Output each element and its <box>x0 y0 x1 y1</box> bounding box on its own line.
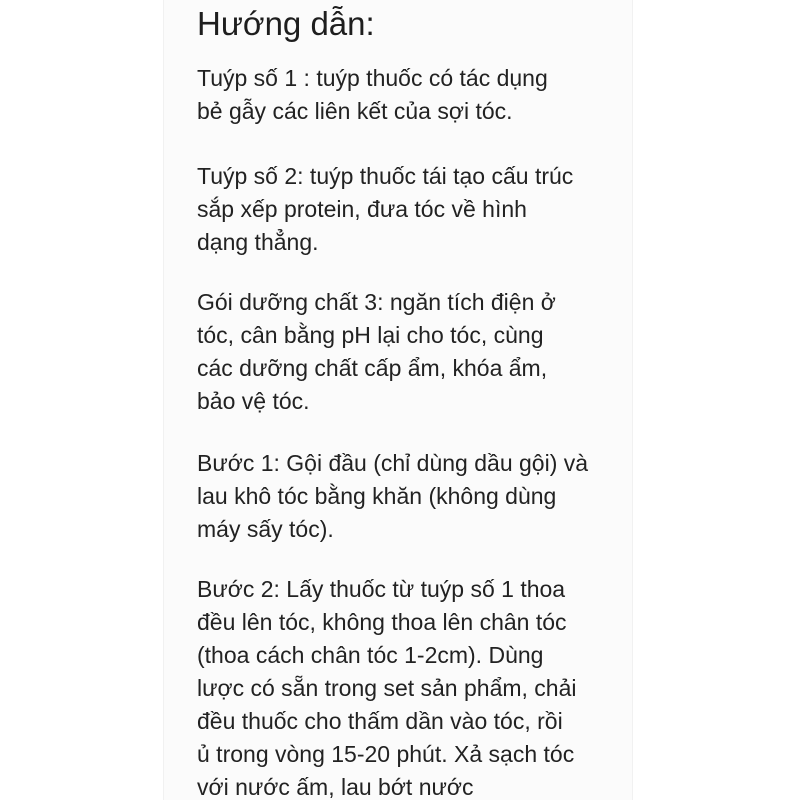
text-line: bảo vệ tóc. <box>197 388 310 414</box>
text-line: tóc, cân bằng pH lại cho tóc, cùng <box>197 322 544 348</box>
text-line: lược có sẵn trong set sản phẩm, chải <box>197 675 577 701</box>
paragraph-step-2 <box>197 573 577 800</box>
text-line: bẻ gẫy các liên kết của sợi tóc. <box>197 98 513 124</box>
text-line: (thoa cách chân tóc 1-2cm). Dùng <box>197 642 544 668</box>
text-line: đều lên tóc, không thoa lên chân tóc <box>197 609 567 635</box>
paragraph-tube-2 <box>197 160 573 259</box>
text-line: sắp xếp protein, đưa tóc về hình <box>197 196 527 222</box>
page-title: Hướng dẫn: <box>197 5 375 42</box>
text-line: Tuýp số 1 : tuýp thuốc có tác dụng <box>197 65 548 91</box>
text-line: với nước ấm, lau bớt nước <box>197 774 474 800</box>
text-line: các dưỡng chất cấp ẩm, khóa ẩm, <box>197 355 548 381</box>
text-line: lau khô tóc bằng khăn (không dùng <box>197 483 557 509</box>
text-line: Bước 2: Lấy thuốc từ tuýp số 1 thoa <box>197 576 566 602</box>
text-line: Gói dưỡng chất 3: ngăn tích điện ở <box>197 289 556 315</box>
text-line: dạng thẳng. <box>197 229 319 255</box>
text-line: Tuýp số 2: tuýp thuốc tái tạo cấu trúc <box>197 163 574 189</box>
text-line: đều thuốc cho thấm dần vào tóc, rồi <box>197 708 563 734</box>
paragraph-tube-1 <box>197 62 548 128</box>
text-line: Bước 1: Gội đầu (chỉ dùng dầu gội) và <box>197 450 589 476</box>
paragraph-nutrient-pack-3 <box>197 286 556 418</box>
text-line: ủ trong vòng 15-20 phút. Xả sạch tóc <box>197 741 575 767</box>
text-line: máy sấy tóc). <box>197 516 334 542</box>
paragraph-step-1 <box>197 447 588 546</box>
